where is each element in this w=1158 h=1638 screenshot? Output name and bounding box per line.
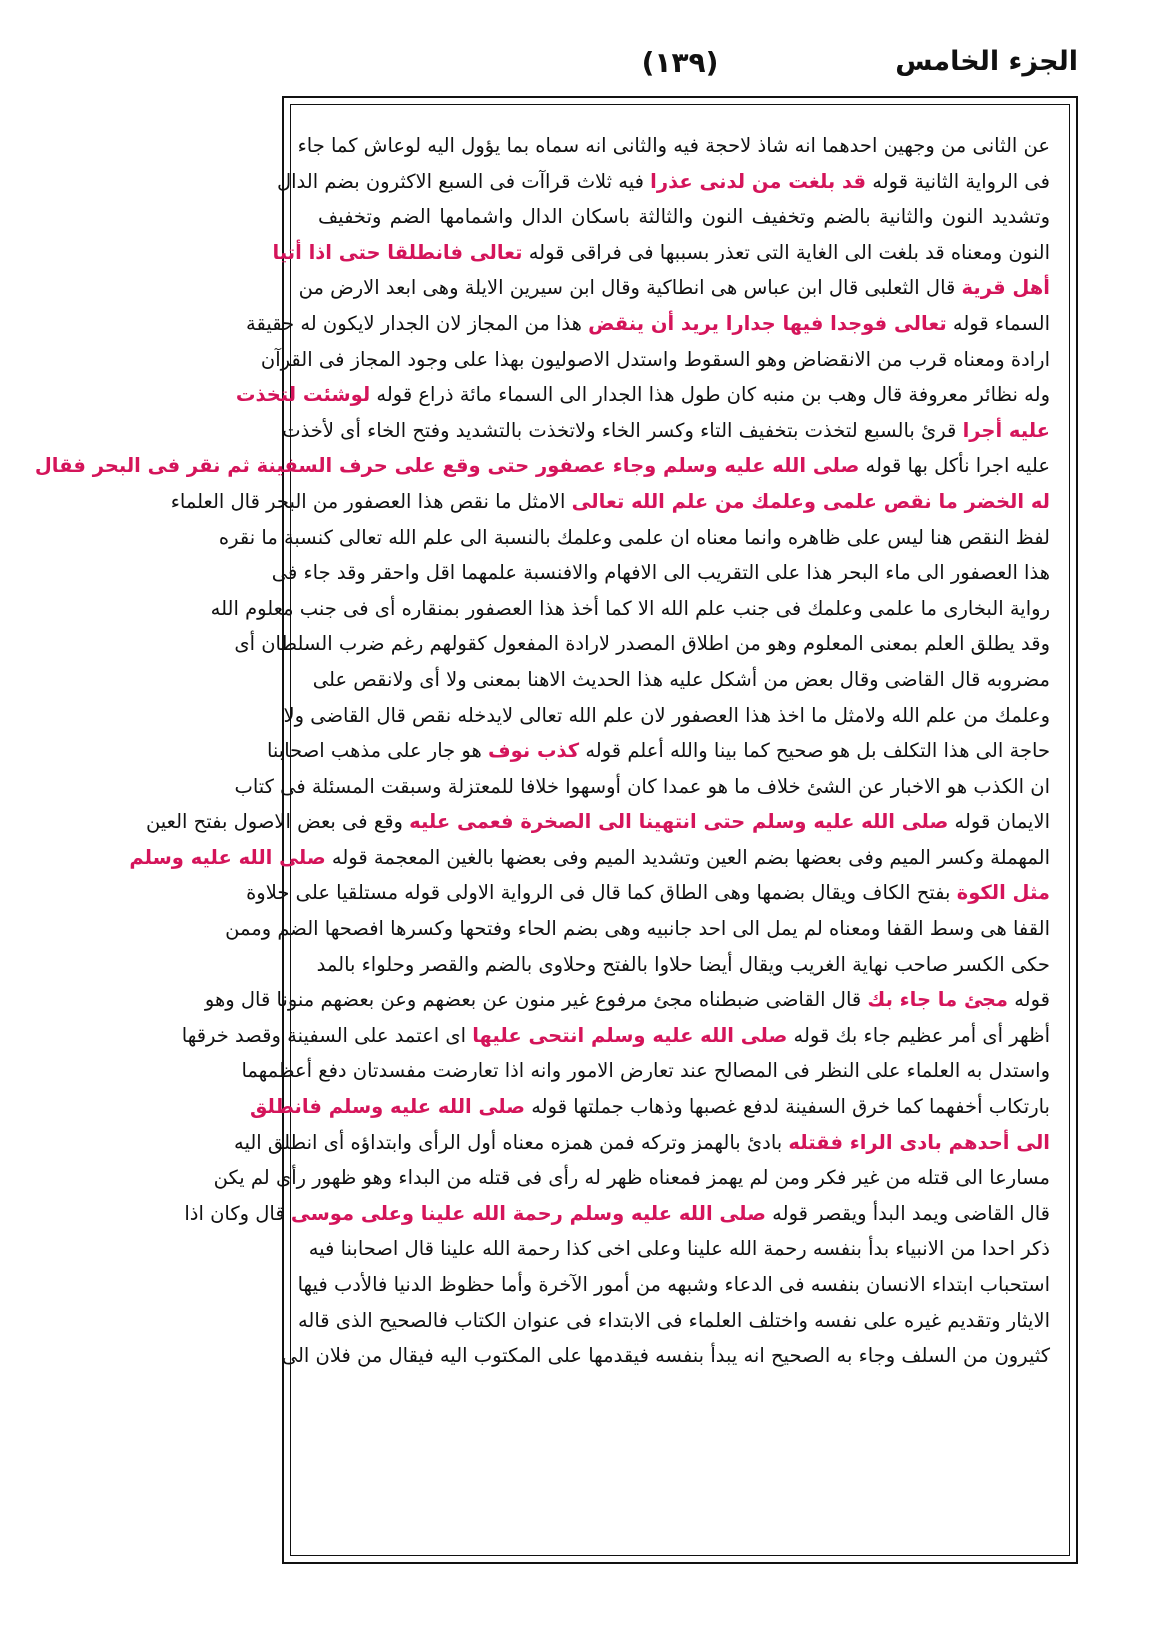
page-number: (١٣٩) [641, 46, 719, 79]
text-line [281, 1338, 1050, 1374]
text-segment: الايثار وتقديم غيره على نفسه واختلف العلماء فى الابتداء فى عنوان الكتاب فالصحيح الذى قاله [297, 1308, 1050, 1332]
text-line [318, 947, 1050, 983]
text-line [271, 555, 1050, 591]
text-body [34, 128, 1050, 1542]
highlighted-quote: صلى الله عليه وسلم وجاء عصفور حتى وقع على حرف السفينة ثم نقر فى البحر فقال [34, 454, 860, 478]
text-line [260, 342, 1050, 378]
text-segment: الايمان قوله [948, 810, 1050, 834]
text-line [241, 1053, 1050, 1089]
running-head: الجزء الخامس [895, 46, 1078, 77]
text-segment: وتشديد النون والثانية بالضم وتخفيف النون والثالثة باسكان الدال واشمامها الضم وتخفيف [318, 205, 1050, 229]
text-line [234, 626, 1050, 662]
text-segment: واستدل به العلماء على النظر فى المصالح عند تعارض الامور وانه اذا تعارضت مفسدتان دفع أعظمهما [241, 1059, 1050, 1083]
text-segment: النون ومعناه قد بلغت الى الغاية التى تعذر بسببها فى فراقى قوله [522, 240, 1050, 264]
text-segment: القفا هى وسط القفا ومعناه لم يمل الى احد جانبيه وهى بضم الحاء وفتحها وكسرها افصحها الضم وممن [225, 917, 1050, 941]
text-line [272, 235, 1050, 271]
text-segment: هذا العصفور الى ماء البحر هذا على التقريب الى الافهام والافنسبة علمهما اقل واحقر وقد جاء فى [271, 561, 1050, 585]
text-line [276, 164, 1050, 200]
text-segment: حكى الكسر صاحب نهاية الغريب ويقال أيضا حلاوا بالفتح وحلاوى بالضم والقصر وحلواء بالمد [316, 952, 1050, 976]
highlighted-quote: أهل قرية [961, 276, 1050, 300]
highlighted-quote: لوشئت لتخذت [235, 383, 371, 407]
text-line [246, 875, 1050, 911]
text-segment: بارتكاب أخفهما كما خرق السفينة لدفع غصبها وذهاب جملتها قوله [525, 1095, 1050, 1119]
text-line [218, 520, 1050, 556]
text-segment: فى الرواية الثانية قوله [866, 169, 1050, 193]
text-line [210, 591, 1050, 627]
highlighted-quote: قد بلغت من لدنى عذرا [650, 169, 867, 193]
text-segment: قرئ بالسبع لتخذت بتخفيف التاء وكسر الخاء ولاتخذت بالتشديد وفتح الخاء أى لأخذت [282, 418, 963, 442]
text-line [266, 733, 1050, 769]
text-segment: رواية البخارى ما علمى وعلمك فى جنب علم الله الا كما أخذ هذا العصفور بمنقاره أى فى جنب معلوم الله [210, 596, 1050, 620]
text-segment: وقع فى بعض الاصول بفتح العين [145, 810, 410, 834]
text-segment: قوله [1008, 988, 1050, 1012]
text-segment: هو جار على مذهب اصحابنا [266, 739, 488, 763]
text-line [184, 1196, 1050, 1232]
text-segment: ارادة ومعناه قرب من الانقضاض وهو السقوط واستدل الاصوليون بهذا على وجود المجاز فى القرآن [260, 347, 1050, 371]
highlighted-quote: تعالى فوجدا فيها جدارا يريد أن ينقض [588, 311, 947, 335]
text-segment: بفتح الكاف ويقال بضمها وهى الطاق كما قال فى الرواية الاولى قوله مستلقيا على حلاوة [246, 881, 957, 905]
text-segment: الامثل ما نقص هذا العصفور من البحر قال العلماء [170, 489, 572, 513]
text-line [204, 982, 1050, 1018]
highlighted-quote: صلى الله عليه وسلم فانطلق [249, 1095, 526, 1119]
text-line [234, 769, 1050, 805]
highlighted-quote: له الخضر ما نقص علمى وعلمك من علم الله تعالى [571, 489, 1050, 513]
highlighted-quote: صلى الله عليه وسلم [129, 845, 326, 869]
text-segment: عن الثانى من وجهين احدهما انه شاذ لاحجة فيه والثانى انه سماه بما يؤول اليه لوعاش كما جاء [297, 134, 1050, 157]
highlighted-quote: مثل الكوة [956, 881, 1050, 905]
text-segment: السماء قوله [946, 311, 1050, 335]
text-line [297, 128, 1050, 164]
text-frame [34, 96, 1078, 1564]
highlighted-quote: صلى الله عليه وسلم انتحى عليها [472, 1023, 788, 1047]
text-segment: حاجة الى هذا التكلف بل هو صحيح كما بينا والله أعلم قوله [579, 739, 1050, 763]
text-line [235, 377, 1050, 413]
text-line [145, 804, 1050, 840]
page-header [282, 46, 1078, 94]
text-line [308, 1231, 1050, 1267]
text-line [34, 448, 1050, 484]
highlighted-quote: صلى الله عليه وسلم حتى انتهينا الى الصخرة فعمى عليه [409, 810, 949, 834]
text-line [225, 911, 1050, 947]
text-line [246, 306, 1050, 342]
text-line [318, 199, 1050, 235]
text-segment: استحباب ابتداء الانسان بنفسه فى الدعاء وشبهه من أمور الآخرة وأما حظوظ الدنيا فالأدب فيها [297, 1273, 1050, 1296]
text-segment: كثيرون من السلف وجاء به الصحيح انه يبدأ بنفسه فيقدمها على المكتوب اليه فيقال من فلان الى [281, 1344, 1050, 1368]
text-segment: أظهر أى أمر عظيم جاء بك قوله [787, 1023, 1050, 1047]
highlighted-quote: كذب نوف [487, 739, 580, 763]
text-segment: وعلمك من علم الله ولامثل ما اخذ هذا العصفور لان علم الله تعالى لايدخله نقص قال القاضى ولا [283, 703, 1050, 727]
text-line [283, 698, 1050, 734]
text-line [213, 1160, 1050, 1196]
text-segment: مضروبه قال القاضى وقال بعض من أشكل عليه هذا الحديث الاهنا بمعنى ولا أى ولانقص على [312, 667, 1050, 691]
text-segment: فيه ثلاث قراآت فى السبع الاكثرون بضم الدال [276, 169, 651, 193]
text-segment: قال وكان اذا [184, 1201, 291, 1225]
text-segment: ذكر احدا من الانبياء بدأ بنفسه رحمة الله علينا وعلى اخى كذا رحمة الله علينا قال اصحابنا فيه [308, 1237, 1050, 1261]
text-segment: بادئ بالهمز وتركه فمن همزه معناه أول الرأى وابتداؤه أى انطلق اليه [234, 1130, 789, 1154]
highlighted-quote: صلى الله عليه وسلم رحمة الله علينا وعلى موسى [290, 1201, 766, 1225]
highlighted-quote: مجئ ما جاء بك [867, 988, 1008, 1012]
text-segment: وقد يطلق العلم بمعنى المعلوم وهو من اطلاق المصدر لارادة المفعول كقولهم رغم ضرب السلطان أى [234, 632, 1050, 656]
text-segment: وله نظائر معروفة قال وهب بن منبه كان طول هذا الجدار الى السماء مائة ذراع قوله [370, 383, 1050, 407]
highlighted-quote: الى أحدهم بادى الراء فقتله [788, 1130, 1050, 1154]
text-segment: المهملة وكسر الميم وفى بعضها بضم العين وتشديد الميم وفى بعضها بالغين المعجمة قوله [325, 845, 1050, 869]
text-segment: ان الكذب هو الاخبار عن الشئ خلاف ما هو عمدا كان أوسهوا خلافا للمعتزلة وسبقت المسئلة فى كتاب [234, 774, 1050, 798]
text-line [129, 840, 1050, 876]
text-segment: اى اعتمد على السفينة وقصد خرقها [181, 1023, 473, 1047]
text-line [297, 1303, 1050, 1339]
text-line [249, 1089, 1050, 1125]
text-segment: مسارعا الى قتله من غير فكر ومن لم يهمز فمعناه ظهر له رأى فى قتله من البداء وهو ظهور رأى لم يكن [213, 1166, 1050, 1190]
text-line [170, 484, 1050, 520]
text-line [181, 1018, 1050, 1054]
text-line [298, 270, 1050, 306]
highlighted-quote: عليه أجرا [962, 418, 1050, 442]
text-segment: لفظ النقص هنا ليس على ظاهره وانما معناه ان علمى وعلمك بالنسبة الى علم الله تعالى كنسبة ما نقره [218, 525, 1050, 549]
text-segment: قال القاضى ويمد البدأ ويقصر قوله [765, 1201, 1050, 1225]
text-segment: قال القاضى ضبطناه مجئ مرفوع غير منون عن بعضهم وعن بعضهم منونا قال وهو [204, 988, 868, 1012]
highlighted-quote: تعالى فانطلقا حتى اذا أتيا [272, 240, 523, 264]
text-line [297, 1267, 1050, 1303]
text-segment: هذا من المجاز لان الجدار لايكون له حقيقة [246, 311, 589, 335]
text-segment: عليه اجرا نأكل بها قوله [859, 454, 1050, 478]
text-line [282, 413, 1050, 449]
text-segment: قال الثعلبى قال ابن عباس هى انطاكية وقال ابن سيرين الايلة وهى ابعد الارض من [298, 276, 962, 300]
text-line [234, 1125, 1050, 1161]
text-line [312, 662, 1050, 698]
